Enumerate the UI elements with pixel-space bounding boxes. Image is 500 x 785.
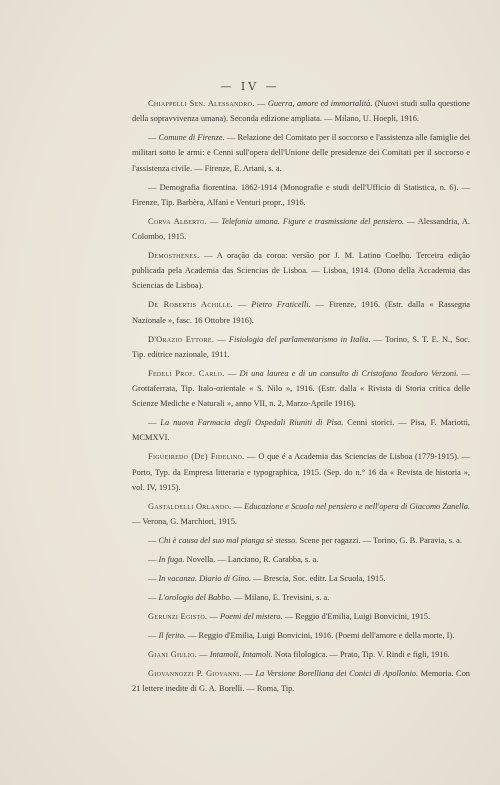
- entry-separator: —: [207, 216, 222, 226]
- entry-separator: —: [214, 334, 229, 344]
- entry-author: D'Orazio Ettore.: [148, 334, 215, 344]
- entry-title: Comune di Firenze.: [158, 133, 225, 143]
- entry-author: Giani Giulio.: [148, 650, 198, 660]
- bibliography-entry: [132, 499, 470, 529]
- entry-details: — Firenze, 1916. (Estr. dalla « Rassegna Nazionale », fasc. 16 Ottobre 1916).: [132, 300, 470, 325]
- entry-title: Fisiologia del parlamentarismo in Italia.: [228, 334, 371, 344]
- entry-details: — Reggio d'Emilia, Luigi Bonvicini, 1915.: [282, 612, 431, 622]
- entry-details: — Milano, E. Trevisini, s. a.: [231, 593, 330, 603]
- entry-separator: —: [232, 300, 252, 310]
- entry-title: Poemi del mistero.: [219, 612, 283, 622]
- entry-separator: —: [148, 536, 159, 546]
- entry-title: L'orologio del Babbo.: [158, 593, 232, 603]
- entry-separator: —: [224, 368, 240, 378]
- entry-title: Pietro Fraticelli.: [251, 300, 311, 310]
- entry-details: Memoria. Con 21 lettere inedite di G. A. Borelli. — Roma, Tip.: [132, 669, 470, 694]
- entry-separator: —: [148, 593, 159, 603]
- entry-details: — Torino, S. T. E. N., Soc. Tip. editrice nazionale, 1911.: [132, 334, 470, 359]
- entry-title: Intamoli, Intamoli.: [209, 650, 273, 660]
- entry-details: Novella. — Lanciano, R. Carabba, s. a.: [184, 555, 319, 565]
- entry-details: — Alessandria, A. Colombo, 1915.: [132, 216, 470, 242]
- bibliography-entry: [132, 214, 470, 244]
- entry-details: Demografia fiorentina. 1862-1914 (Monografie e studi dell'Ufficio di Statistica, n. 6). — Firenze, Tip. Barbèra, Alfani e Venturi propr., 1916.: [132, 182, 471, 207]
- bibliography-list: [132, 96, 470, 700]
- bibliography-entry: [132, 366, 470, 412]
- entry-title: In vacanza. Diario di Gino.: [158, 574, 252, 584]
- entry-separator: —: [254, 99, 268, 108]
- entry-title: Guerra, amore ed immortalità.: [267, 99, 373, 108]
- entry-separator: —: [231, 501, 245, 511]
- entry-author: Giovannozzi P. Giovanni.: [148, 669, 242, 679]
- entry-separator: —: [244, 452, 259, 462]
- entry-separator: —: [148, 555, 159, 565]
- entry-separator: —: [148, 574, 159, 584]
- bibliography-entry: [132, 628, 470, 643]
- entry-details: — Brescia, Soc. editr. La Scuola, 1915.: [251, 574, 386, 584]
- entry-title: Chi è causa del suo mal pianga sè stesso.: [158, 536, 298, 546]
- bibliography-entry: [132, 248, 470, 294]
- entry-separator: —: [241, 669, 256, 679]
- entry-title: Educazione e Scuola nel pensiero e nell'opera di Giacomo Zanella.: [244, 501, 470, 511]
- bibliography-entry: [132, 666, 470, 696]
- entry-title: Il ferito.: [158, 631, 186, 641]
- bibliography-entry: [132, 297, 470, 327]
- entry-author: Gastaldelli Orlando.: [148, 501, 232, 511]
- entry-author: Fedeli Prof. Carlo.: [148, 368, 225, 378]
- entry-separator: —: [148, 418, 161, 428]
- entry-author: Corva Alberto.: [148, 216, 208, 226]
- bibliography-entry: [132, 571, 470, 586]
- entry-details: Scene per ragazzi. — Torino, G. B. Paravia, s. a.: [297, 536, 462, 546]
- bibliography-entry: [132, 130, 470, 176]
- entry-title: La nuova Farmacia degli Ospedali Riuniti di Pisa.: [160, 418, 344, 428]
- entry-details: Nota filologica. — Prato, Tip. V. Rindi e figli, 1916.: [272, 650, 450, 660]
- entry-author: Gerunzi Egisto.: [148, 612, 208, 622]
- entry-details: — Relazione del Comitato per il soccorso e l'assistenza alle famiglie dei militari sotto le armi: e Cenni sull'opera dell'Unione delle presidenze dei Comitati per il soccorso e l'assistenza civile. — Firenze, E. Ariani, s. a.: [132, 133, 471, 173]
- bibliography-entry: [132, 415, 470, 445]
- bibliography-entry: [132, 647, 470, 662]
- entry-separator: —: [148, 631, 159, 641]
- entry-separator: —: [148, 133, 159, 143]
- bibliography-entry: [132, 609, 470, 624]
- entry-details: O que é a Academia das Sciencias de Lisboa (1779-1915). — Porto, Typ. da Empresa litteraria e typographica, 1915. (Sep. do n.° 16 da « Revista de historia », vol. IV, 1915).: [132, 452, 471, 492]
- entry-title: Di una laurea e di un consulto di Cristofano Teodoro Verzoni.: [239, 368, 459, 378]
- entry-title: In fuga.: [158, 555, 185, 565]
- entry-title: Telefonia umana. Figure e trasmissione del pensiero.: [221, 216, 404, 226]
- entry-separator: —: [197, 650, 210, 660]
- entry-details: — Grottaferrata, Tip. Italo-orientale « S. Nilo », 1916. (Estr. dalla « Rivista di Storia critica delle Scienze Mediche e Naturali », anno VII, n. 2, Marzo-Aprile 1916).: [132, 368, 471, 409]
- bibliography-entry: [132, 332, 470, 362]
- bibliography-entry: [132, 552, 470, 567]
- entry-author: De Robertis Achille.: [148, 300, 233, 310]
- bibliography-entry: [132, 533, 470, 548]
- entry-details: — Verona, G. Marchiori, 1915.: [132, 517, 237, 527]
- bibliography-entry: [132, 449, 470, 495]
- bibliography-entry: [132, 180, 470, 210]
- page-number: — IV —: [220, 80, 280, 93]
- entry-author: Demosthenes.: [148, 251, 200, 261]
- entry-author: Figueiredo (De) Fidelino.: [148, 452, 245, 462]
- entry-details: (Nuovi studi sulla questione della sopravvivenza umana). Seconda edizione ampliata. — Milano, U. Hoepli, 1916.: [132, 99, 470, 124]
- bibliography-entry: [132, 96, 470, 126]
- entry-separator: —: [207, 612, 220, 622]
- entry-details: A oração da coroa: versão por J. M. Latino Coelho. Terceira edição publicada pela Academia das Sciencias de Lisboa. — Lisboa, 1914. (Dono della Accademia das Sciencias de Lisboa).: [132, 251, 470, 291]
- entry-details: — Reggio d'Emilia, Luigi Bonvicini, 1916. (Poemi dell'amore e della morte, I).: [185, 631, 455, 641]
- entry-author: Chiappelli Sen. Alessandro.: [148, 99, 255, 108]
- bibliography-entry: [132, 590, 470, 605]
- entry-separator: —: [148, 182, 160, 192]
- entry-separator: —: [199, 251, 217, 261]
- entry-title: La Versione Borelliana dei Conici di Apollonio.: [255, 669, 419, 679]
- entry-details: Cenni storici. — Pisa, F. Mariotti, MCMXVI.: [132, 418, 470, 443]
